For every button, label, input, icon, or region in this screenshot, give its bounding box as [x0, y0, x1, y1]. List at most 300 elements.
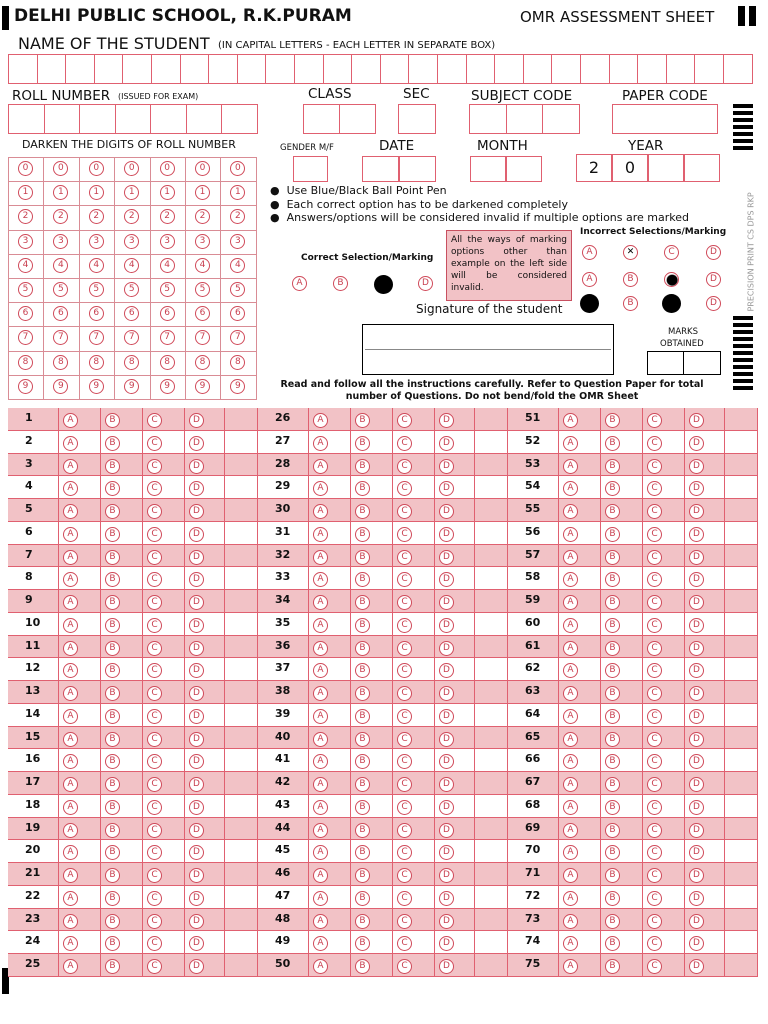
answer-bubble-b[interactable]: B: [605, 777, 620, 792]
answer-bubble-c[interactable]: C: [147, 686, 162, 701]
digit-bubble[interactable]: 3: [89, 234, 104, 249]
answer-bubble-d[interactable]: D: [439, 527, 454, 542]
answer-bubble-a[interactable]: A: [63, 663, 78, 678]
answer-bubble-b[interactable]: B: [105, 459, 120, 474]
answer-bubble-c[interactable]: C: [397, 914, 412, 929]
digit-bubble[interactable]: 6: [18, 306, 33, 321]
digit-bubble[interactable]: 4: [230, 258, 245, 273]
answer-bubble-d[interactable]: D: [689, 641, 704, 656]
answer-bubble-a[interactable]: A: [63, 845, 78, 860]
answer-bubble-b[interactable]: B: [605, 504, 620, 519]
answer-bubble-b[interactable]: B: [105, 550, 120, 565]
answer-bubble-c[interactable]: C: [147, 572, 162, 587]
digit-bubble[interactable]: 7: [195, 330, 210, 345]
answer-bubble-d[interactable]: D: [689, 459, 704, 474]
digit-bubble[interactable]: 2: [124, 209, 139, 224]
roll-number-box[interactable]: [8, 104, 45, 134]
answer-bubble-d[interactable]: D: [189, 595, 204, 610]
answer-bubble-b[interactable]: B: [105, 959, 120, 974]
digit-bubble[interactable]: 5: [18, 282, 33, 297]
digit-bubble[interactable]: 0: [195, 161, 210, 176]
name-letter-box[interactable]: [237, 54, 267, 84]
answer-bubble-b[interactable]: B: [105, 436, 120, 451]
answer-bubble-b[interactable]: B: [605, 481, 620, 496]
answer-bubble-c[interactable]: C: [647, 754, 662, 769]
name-letter-box[interactable]: [122, 54, 152, 84]
answer-bubble-a[interactable]: A: [563, 641, 578, 656]
answer-bubble-c[interactable]: C: [647, 504, 662, 519]
answer-bubble-c[interactable]: C: [397, 641, 412, 656]
answer-bubble-a[interactable]: A: [563, 595, 578, 610]
digit-bubble[interactable]: 7: [124, 330, 139, 345]
answer-bubble-d[interactable]: D: [689, 550, 704, 565]
answer-bubble-d[interactable]: D: [689, 936, 704, 951]
digit-bubble[interactable]: 8: [124, 355, 139, 370]
answer-bubble-c[interactable]: C: [147, 413, 162, 428]
answer-bubble-b[interactable]: B: [105, 754, 120, 769]
answer-bubble-d[interactable]: D: [689, 800, 704, 815]
name-letter-box[interactable]: [666, 54, 696, 84]
answer-bubble-d[interactable]: D: [189, 754, 204, 769]
answer-bubble-a[interactable]: A: [63, 595, 78, 610]
answer-bubble-c[interactable]: C: [397, 459, 412, 474]
answer-bubble-d[interactable]: D: [689, 618, 704, 633]
answer-bubble-d[interactable]: D: [189, 459, 204, 474]
answer-bubble-a[interactable]: A: [313, 845, 328, 860]
answer-bubble-c[interactable]: C: [147, 641, 162, 656]
answer-bubble-c[interactable]: C: [647, 481, 662, 496]
name-letter-box[interactable]: [351, 54, 381, 84]
answer-bubble-d[interactable]: D: [689, 504, 704, 519]
date-box-2[interactable]: [399, 156, 436, 182]
digit-bubble[interactable]: 3: [18, 234, 33, 249]
answer-bubble-c[interactable]: C: [147, 823, 162, 838]
date-box-1[interactable]: [362, 156, 399, 182]
answer-bubble-a[interactable]: A: [313, 709, 328, 724]
name-letter-box[interactable]: [466, 54, 496, 84]
answer-bubble-d[interactable]: D: [189, 891, 204, 906]
paper-code-box[interactable]: [612, 104, 718, 134]
digit-bubble[interactable]: 2: [195, 209, 210, 224]
answer-bubble-d[interactable]: D: [189, 641, 204, 656]
answer-bubble-c[interactable]: C: [147, 891, 162, 906]
answer-bubble-c[interactable]: C: [647, 800, 662, 815]
answer-bubble-d[interactable]: D: [439, 936, 454, 951]
digit-bubble[interactable]: 3: [124, 234, 139, 249]
answer-bubble-a[interactable]: A: [563, 891, 578, 906]
answer-bubble-a[interactable]: A: [63, 754, 78, 769]
name-letter-box[interactable]: [380, 54, 410, 84]
digit-bubble[interactable]: 1: [160, 185, 175, 200]
answer-bubble-d[interactable]: D: [439, 845, 454, 860]
answer-bubble-d[interactable]: D: [189, 618, 204, 633]
answer-bubble-d[interactable]: D: [189, 550, 204, 565]
answer-bubble-d[interactable]: D: [189, 527, 204, 542]
answer-bubble-a[interactable]: A: [313, 459, 328, 474]
answer-bubble-a[interactable]: A: [563, 868, 578, 883]
digit-bubble[interactable]: 4: [195, 258, 210, 273]
name-letter-box[interactable]: [323, 54, 353, 84]
digit-bubble[interactable]: 8: [160, 355, 175, 370]
roll-number-box[interactable]: [150, 104, 187, 134]
answer-bubble-a[interactable]: A: [313, 868, 328, 883]
year-box-2[interactable]: 0: [612, 154, 648, 182]
digit-bubble[interactable]: 7: [230, 330, 245, 345]
digit-bubble[interactable]: 2: [230, 209, 245, 224]
answer-bubble-d[interactable]: D: [689, 823, 704, 838]
name-letter-box[interactable]: [494, 54, 524, 84]
answer-bubble-d[interactable]: D: [689, 663, 704, 678]
answer-bubble-a[interactable]: A: [63, 413, 78, 428]
answer-bubble-b[interactable]: B: [355, 641, 370, 656]
year-box-4[interactable]: [684, 154, 720, 182]
name-letter-box[interactable]: [37, 54, 67, 84]
digit-bubble[interactable]: 8: [89, 355, 104, 370]
answer-bubble-a[interactable]: A: [563, 504, 578, 519]
answer-bubble-b[interactable]: B: [105, 732, 120, 747]
answer-bubble-c[interactable]: C: [647, 936, 662, 951]
answer-bubble-b[interactable]: B: [105, 413, 120, 428]
answer-bubble-d[interactable]: D: [439, 663, 454, 678]
answer-bubble-b[interactable]: B: [105, 641, 120, 656]
answer-bubble-d[interactable]: D: [439, 754, 454, 769]
digit-bubble[interactable]: 4: [89, 258, 104, 273]
answer-bubble-c[interactable]: C: [647, 550, 662, 565]
digit-bubble[interactable]: 0: [230, 161, 245, 176]
answer-bubble-a[interactable]: A: [563, 618, 578, 633]
answer-bubble-c[interactable]: C: [647, 845, 662, 860]
answer-bubble-d[interactable]: D: [439, 413, 454, 428]
name-letter-box[interactable]: [694, 54, 724, 84]
answer-bubble-d[interactable]: D: [689, 572, 704, 587]
answer-bubble-a[interactable]: A: [563, 845, 578, 860]
answer-bubble-c[interactable]: C: [397, 550, 412, 565]
answer-bubble-d[interactable]: D: [689, 914, 704, 929]
answer-bubble-c[interactable]: C: [397, 845, 412, 860]
answer-bubble-b[interactable]: B: [105, 618, 120, 633]
answer-bubble-a[interactable]: A: [63, 959, 78, 974]
answer-bubble-a[interactable]: A: [313, 481, 328, 496]
answer-bubble-b[interactable]: B: [605, 800, 620, 815]
roll-number-box[interactable]: [79, 104, 116, 134]
answer-bubble-d[interactable]: D: [439, 959, 454, 974]
answer-bubble-c[interactable]: C: [647, 891, 662, 906]
answer-bubble-b[interactable]: B: [105, 686, 120, 701]
answer-bubble-b[interactable]: B: [105, 936, 120, 951]
answer-bubble-a[interactable]: A: [63, 777, 78, 792]
name-letter-box[interactable]: [551, 54, 581, 84]
digit-bubble[interactable]: 8: [195, 355, 210, 370]
answer-bubble-c[interactable]: C: [147, 618, 162, 633]
answer-bubble-b[interactable]: B: [605, 550, 620, 565]
digit-bubble[interactable]: 0: [160, 161, 175, 176]
digit-bubble[interactable]: 3: [230, 234, 245, 249]
answer-bubble-c[interactable]: C: [397, 936, 412, 951]
answer-bubble-c[interactable]: C: [647, 618, 662, 633]
answer-bubble-b[interactable]: B: [605, 959, 620, 974]
answer-bubble-a[interactable]: A: [313, 618, 328, 633]
answer-bubble-d[interactable]: D: [439, 459, 454, 474]
answer-bubble-c[interactable]: C: [397, 823, 412, 838]
answer-bubble-d[interactable]: D: [689, 686, 704, 701]
answer-bubble-a[interactable]: A: [313, 663, 328, 678]
digit-bubble[interactable]: 2: [53, 209, 68, 224]
answer-bubble-a[interactable]: A: [313, 732, 328, 747]
answer-bubble-c[interactable]: C: [647, 641, 662, 656]
answer-bubble-c[interactable]: C: [147, 663, 162, 678]
answer-bubble-d[interactable]: D: [189, 777, 204, 792]
answer-bubble-b[interactable]: B: [105, 663, 120, 678]
answer-bubble-b[interactable]: B: [355, 459, 370, 474]
digit-bubble[interactable]: 6: [160, 306, 175, 321]
digit-bubble[interactable]: 1: [124, 185, 139, 200]
answer-bubble-b[interactable]: B: [355, 527, 370, 542]
answer-bubble-c[interactable]: C: [147, 527, 162, 542]
answer-bubble-c[interactable]: C: [647, 868, 662, 883]
answer-bubble-b[interactable]: B: [105, 845, 120, 860]
marks-box-2[interactable]: [684, 351, 721, 375]
answer-bubble-d[interactable]: D: [439, 504, 454, 519]
name-letter-box[interactable]: [294, 54, 324, 84]
answer-bubble-c[interactable]: C: [647, 709, 662, 724]
answer-bubble-a[interactable]: A: [313, 777, 328, 792]
answer-bubble-a[interactable]: A: [313, 959, 328, 974]
name-letter-box[interactable]: [94, 54, 124, 84]
answer-bubble-b[interactable]: B: [605, 595, 620, 610]
digit-bubble[interactable]: 3: [160, 234, 175, 249]
digit-bubble[interactable]: 1: [18, 185, 33, 200]
answer-bubble-a[interactable]: A: [563, 686, 578, 701]
answer-bubble-b[interactable]: B: [355, 413, 370, 428]
answer-bubble-c[interactable]: C: [397, 959, 412, 974]
answer-bubble-d[interactable]: D: [689, 413, 704, 428]
answer-bubble-d[interactable]: D: [189, 800, 204, 815]
answer-bubble-a[interactable]: A: [63, 459, 78, 474]
digit-bubble[interactable]: 9: [230, 379, 245, 394]
digit-bubble[interactable]: 0: [53, 161, 68, 176]
answer-bubble-c[interactable]: C: [397, 663, 412, 678]
answer-bubble-c[interactable]: C: [147, 595, 162, 610]
digit-bubble[interactable]: 9: [195, 379, 210, 394]
answer-bubble-a[interactable]: A: [63, 572, 78, 587]
answer-bubble-d[interactable]: D: [189, 732, 204, 747]
digit-bubble[interactable]: 2: [89, 209, 104, 224]
digit-bubble[interactable]: 6: [124, 306, 139, 321]
digit-bubble[interactable]: 1: [89, 185, 104, 200]
name-letter-box[interactable]: [437, 54, 467, 84]
month-box-2[interactable]: [506, 156, 542, 182]
sec-box[interactable]: [398, 104, 436, 134]
answer-bubble-a[interactable]: A: [63, 481, 78, 496]
answer-bubble-a[interactable]: A: [63, 550, 78, 565]
answer-bubble-c[interactable]: C: [147, 732, 162, 747]
name-letter-box[interactable]: [265, 54, 295, 84]
digit-bubble[interactable]: 7: [53, 330, 68, 345]
digit-bubble[interactable]: 0: [124, 161, 139, 176]
answer-bubble-d[interactable]: D: [189, 663, 204, 678]
answer-bubble-b[interactable]: B: [355, 732, 370, 747]
marks-box-1[interactable]: [647, 351, 684, 375]
answer-bubble-c[interactable]: C: [147, 550, 162, 565]
answer-bubble-c[interactable]: C: [647, 777, 662, 792]
answer-bubble-d[interactable]: D: [439, 868, 454, 883]
name-letter-box[interactable]: [151, 54, 181, 84]
digit-bubble[interactable]: 8: [53, 355, 68, 370]
answer-bubble-d[interactable]: D: [189, 845, 204, 860]
answer-bubble-b[interactable]: B: [355, 618, 370, 633]
class-box[interactable]: [303, 104, 340, 134]
subject-code-box[interactable]: [542, 104, 580, 134]
answer-bubble-c[interactable]: C: [147, 959, 162, 974]
answer-bubble-d[interactable]: D: [439, 914, 454, 929]
name-letter-box[interactable]: [723, 54, 753, 84]
digit-bubble[interactable]: 6: [89, 306, 104, 321]
answer-bubble-c[interactable]: C: [397, 868, 412, 883]
answer-bubble-d[interactable]: D: [689, 754, 704, 769]
answer-bubble-b[interactable]: B: [605, 618, 620, 633]
answer-bubble-c[interactable]: C: [397, 504, 412, 519]
answer-bubble-a[interactable]: A: [63, 800, 78, 815]
roll-number-box[interactable]: [221, 104, 258, 134]
answer-bubble-a[interactable]: A: [63, 914, 78, 929]
answer-bubble-b[interactable]: B: [605, 891, 620, 906]
answer-bubble-c[interactable]: C: [147, 481, 162, 496]
answer-bubble-d[interactable]: D: [189, 504, 204, 519]
digit-bubble[interactable]: 8: [230, 355, 245, 370]
answer-bubble-c[interactable]: C: [147, 436, 162, 451]
answer-bubble-a[interactable]: A: [313, 550, 328, 565]
answer-bubble-d[interactable]: D: [189, 572, 204, 587]
answer-bubble-c[interactable]: C: [397, 709, 412, 724]
answer-bubble-b[interactable]: B: [605, 663, 620, 678]
digit-bubble[interactable]: 9: [124, 379, 139, 394]
answer-bubble-b[interactable]: B: [355, 800, 370, 815]
digit-bubble[interactable]: 5: [53, 282, 68, 297]
answer-bubble-c[interactable]: C: [647, 732, 662, 747]
answer-bubble-a[interactable]: A: [563, 459, 578, 474]
name-letter-box[interactable]: [408, 54, 438, 84]
answer-bubble-d[interactable]: D: [439, 641, 454, 656]
answer-bubble-c[interactable]: C: [647, 686, 662, 701]
answer-bubble-a[interactable]: A: [563, 754, 578, 769]
answer-bubble-d[interactable]: D: [189, 481, 204, 496]
answer-bubble-d[interactable]: D: [689, 845, 704, 860]
answer-bubble-b[interactable]: B: [355, 754, 370, 769]
answer-bubble-c[interactable]: C: [147, 868, 162, 883]
answer-bubble-b[interactable]: B: [105, 504, 120, 519]
year-box-1[interactable]: 2: [576, 154, 612, 182]
answer-bubble-c[interactable]: C: [397, 413, 412, 428]
answer-bubble-b[interactable]: B: [105, 800, 120, 815]
answer-bubble-c[interactable]: C: [647, 459, 662, 474]
answer-bubble-d[interactable]: D: [189, 709, 204, 724]
digit-bubble[interactable]: 6: [53, 306, 68, 321]
answer-bubble-a[interactable]: A: [313, 436, 328, 451]
answer-bubble-a[interactable]: A: [563, 914, 578, 929]
answer-bubble-a[interactable]: A: [563, 800, 578, 815]
answer-bubble-b[interactable]: B: [605, 936, 620, 951]
answer-bubble-b[interactable]: B: [605, 436, 620, 451]
answer-bubble-c[interactable]: C: [397, 732, 412, 747]
answer-bubble-d[interactable]: D: [439, 709, 454, 724]
year-box-3[interactable]: [648, 154, 684, 182]
answer-bubble-d[interactable]: D: [689, 527, 704, 542]
answer-bubble-b[interactable]: B: [605, 527, 620, 542]
answer-bubble-d[interactable]: D: [439, 572, 454, 587]
answer-bubble-b[interactable]: B: [605, 868, 620, 883]
answer-bubble-a[interactable]: A: [563, 663, 578, 678]
answer-bubble-a[interactable]: A: [563, 572, 578, 587]
answer-bubble-c[interactable]: C: [647, 436, 662, 451]
digit-bubble[interactable]: 9: [160, 379, 175, 394]
answer-bubble-b[interactable]: B: [605, 686, 620, 701]
answer-bubble-a[interactable]: A: [563, 777, 578, 792]
answer-bubble-d[interactable]: D: [439, 686, 454, 701]
name-letter-box[interactable]: [65, 54, 95, 84]
answer-bubble-b[interactable]: B: [105, 823, 120, 838]
name-letter-box[interactable]: [180, 54, 210, 84]
answer-bubble-d[interactable]: D: [439, 732, 454, 747]
answer-bubble-d[interactable]: D: [689, 481, 704, 496]
answer-bubble-c[interactable]: C: [147, 777, 162, 792]
gender-box[interactable]: [293, 156, 328, 182]
answer-bubble-a[interactable]: A: [563, 436, 578, 451]
answer-bubble-d[interactable]: D: [439, 436, 454, 451]
answer-bubble-c[interactable]: C: [147, 800, 162, 815]
digit-bubble[interactable]: 6: [195, 306, 210, 321]
digit-bubble[interactable]: 6: [230, 306, 245, 321]
digit-bubble[interactable]: 3: [195, 234, 210, 249]
answer-bubble-b[interactable]: B: [105, 891, 120, 906]
answer-bubble-d[interactable]: D: [439, 823, 454, 838]
answer-bubble-d[interactable]: D: [439, 481, 454, 496]
answer-bubble-a[interactable]: A: [63, 618, 78, 633]
answer-bubble-b[interactable]: B: [105, 777, 120, 792]
answer-bubble-b[interactable]: B: [605, 732, 620, 747]
answer-bubble-a[interactable]: A: [563, 413, 578, 428]
roll-number-box[interactable]: [44, 104, 81, 134]
answer-bubble-b[interactable]: B: [605, 413, 620, 428]
answer-bubble-c[interactable]: C: [397, 891, 412, 906]
digit-bubble[interactable]: 5: [195, 282, 210, 297]
digit-bubble[interactable]: 4: [160, 258, 175, 273]
answer-bubble-c[interactable]: C: [647, 823, 662, 838]
roll-number-box[interactable]: [115, 104, 152, 134]
answer-bubble-b[interactable]: B: [605, 754, 620, 769]
answer-bubble-a[interactable]: A: [63, 527, 78, 542]
answer-bubble-b[interactable]: B: [605, 914, 620, 929]
answer-bubble-a[interactable]: A: [313, 823, 328, 838]
answer-bubble-d[interactable]: D: [189, 823, 204, 838]
name-letter-box[interactable]: [8, 54, 38, 84]
answer-bubble-c[interactable]: C: [397, 527, 412, 542]
answer-bubble-b[interactable]: B: [605, 709, 620, 724]
answer-bubble-d[interactable]: D: [439, 777, 454, 792]
digit-bubble[interactable]: 7: [89, 330, 104, 345]
answer-bubble-b[interactable]: B: [355, 959, 370, 974]
answer-bubble-b[interactable]: B: [355, 777, 370, 792]
answer-bubble-b[interactable]: B: [105, 481, 120, 496]
answer-bubble-a[interactable]: A: [313, 686, 328, 701]
digit-bubble[interactable]: 5: [89, 282, 104, 297]
answer-bubble-d[interactable]: D: [439, 618, 454, 633]
answer-bubble-c[interactable]: C: [647, 914, 662, 929]
answer-bubble-b[interactable]: B: [605, 641, 620, 656]
answer-bubble-a[interactable]: A: [63, 686, 78, 701]
digit-bubble[interactable]: 4: [53, 258, 68, 273]
answer-bubble-c[interactable]: C: [147, 709, 162, 724]
answer-bubble-c[interactable]: C: [147, 845, 162, 860]
